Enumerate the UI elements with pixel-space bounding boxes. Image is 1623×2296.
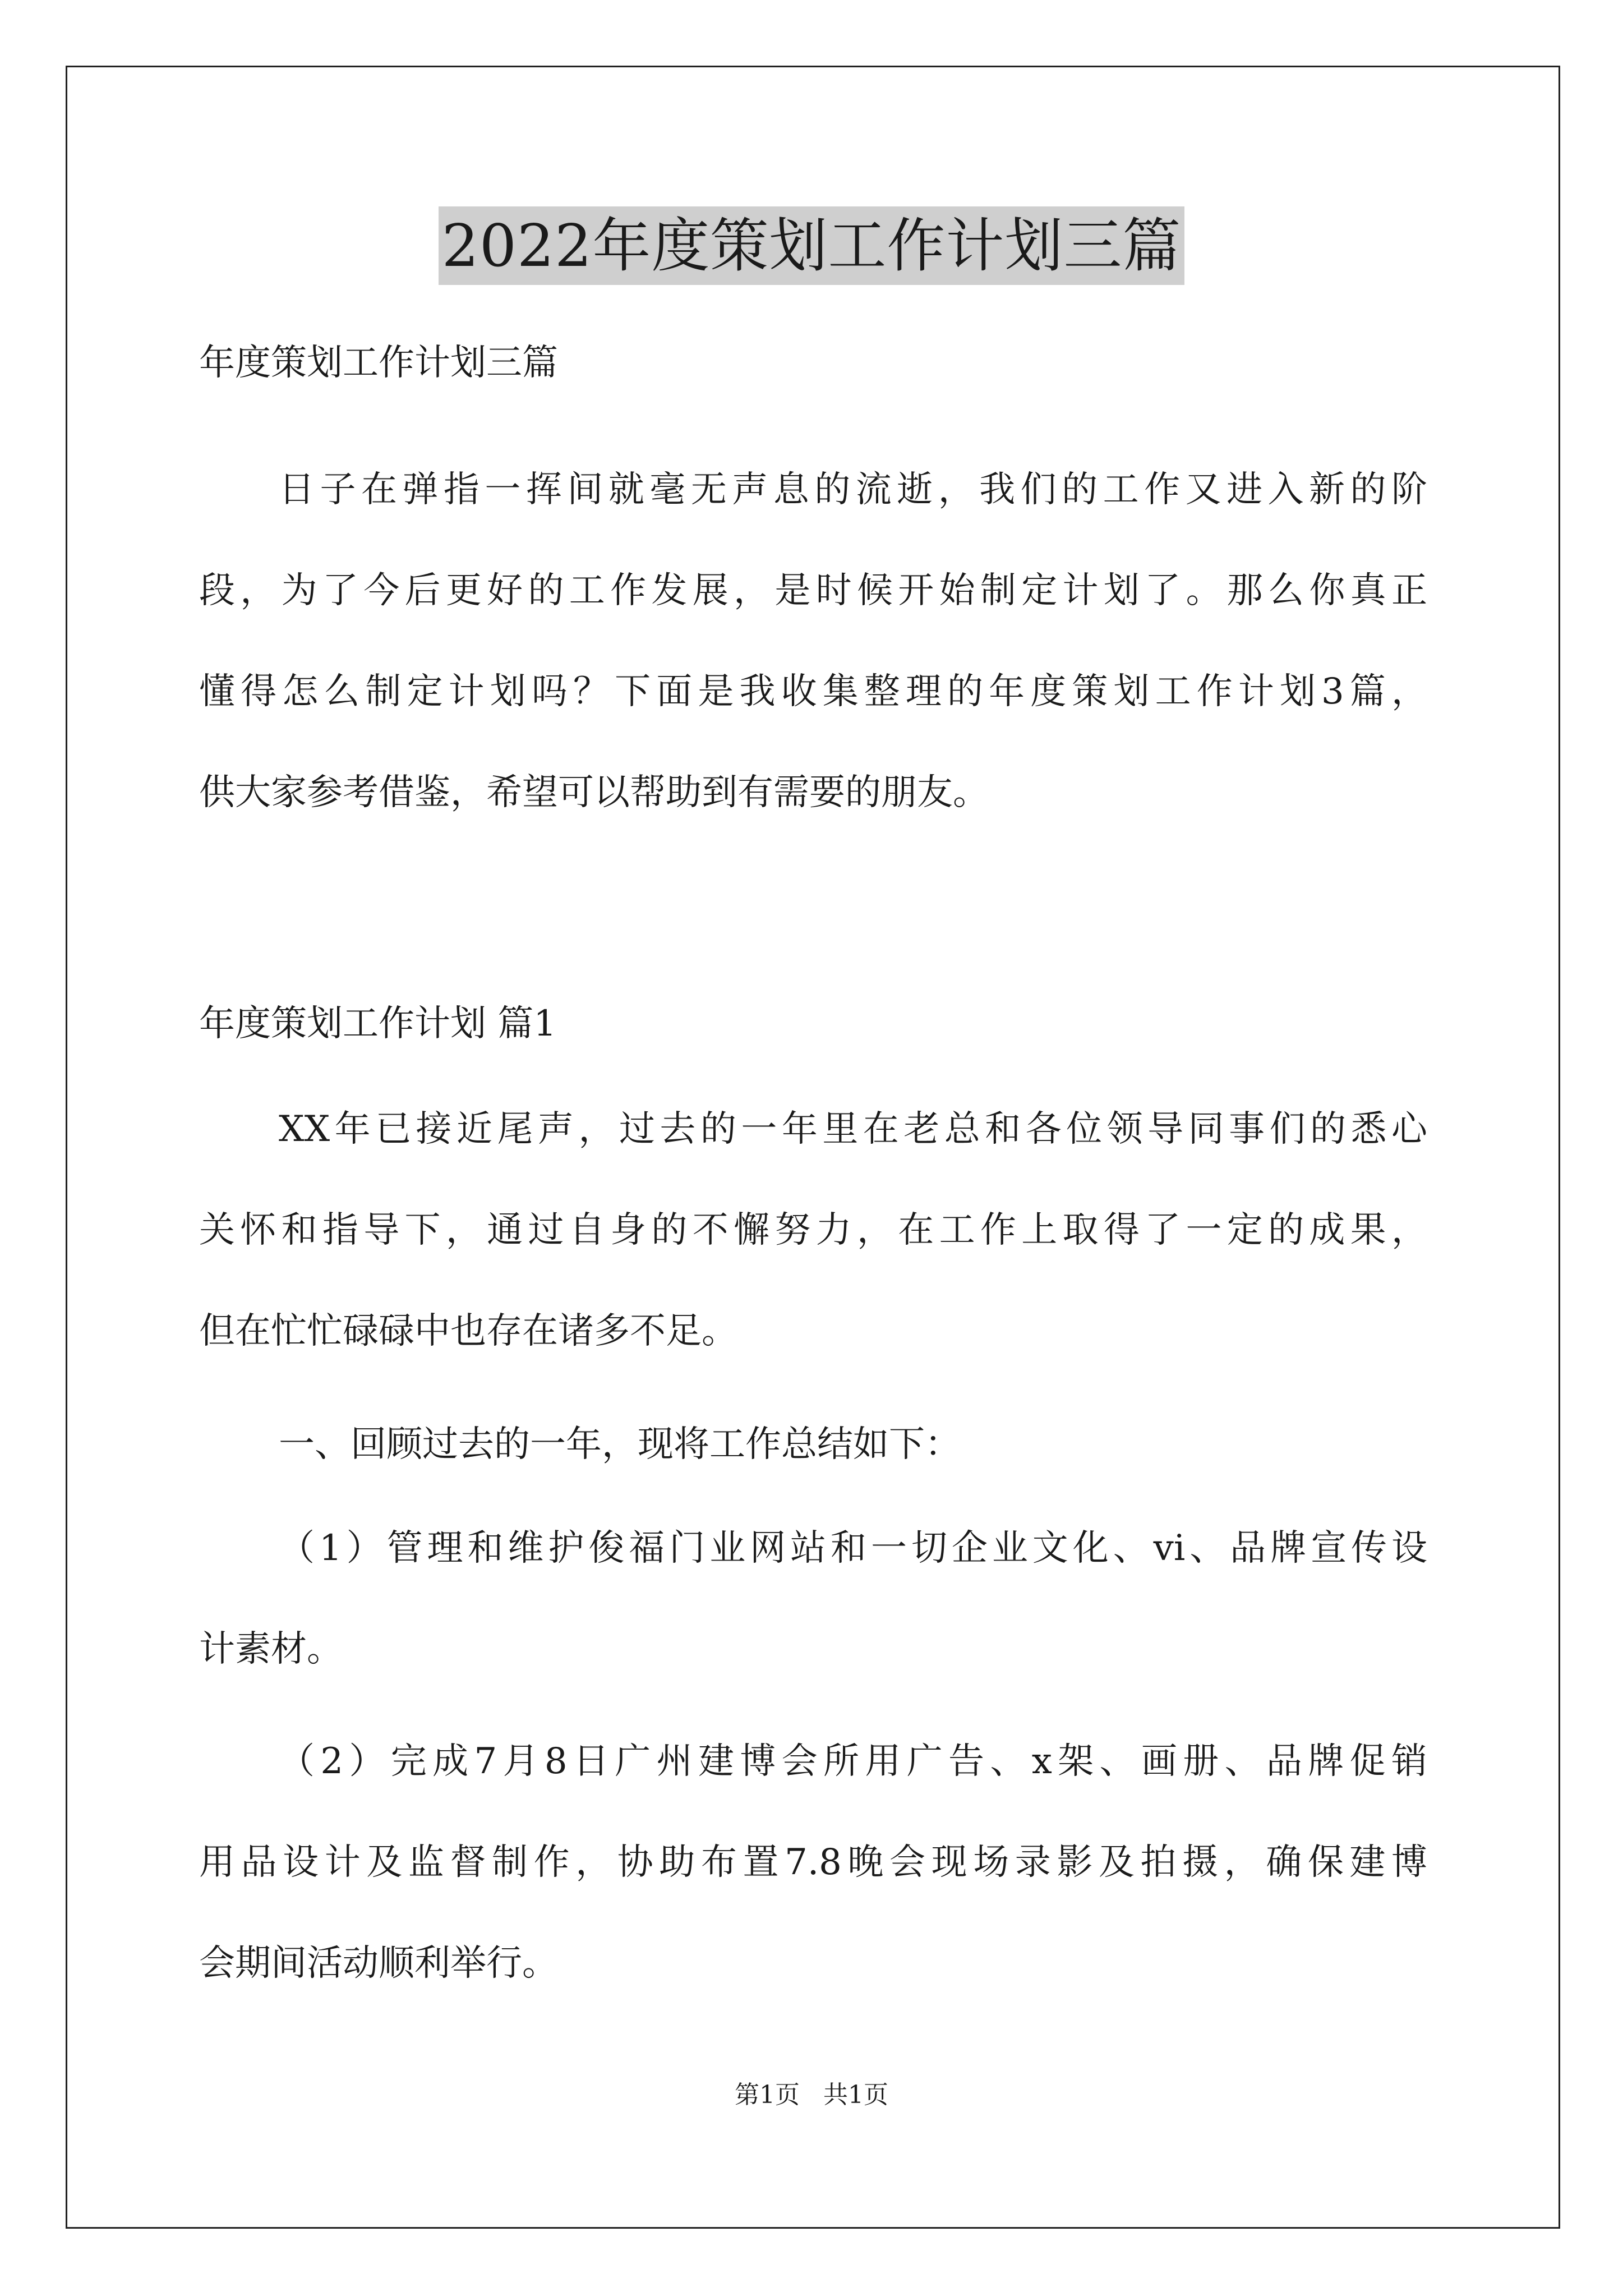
section-paragraph [199,1079,1427,1382]
section-heading: 年度策划工作计划 篇1 [199,1003,557,1045]
section-line: 关怀和指导下，通过自身的不懈努力，在工作上取得了一定的成果， [199,1209,1427,1251]
document-subtitle: 年度策划工作计划三篇 [199,342,558,384]
title-container [0,206,1623,285]
item1-line: 计素材。 [199,1628,343,1670]
intro-line: 日子在弹指一挥间就毫无声息的流逝，我们的工作又进入新的阶 [279,469,1427,510]
intro-line: 段，为了今后更好的工作发展，是时候开始制定计划了。那么你真正 [199,570,1427,611]
item2-line: 会期间活动顺利举行。 [199,1943,558,1984]
intro-line: 懂得怎么制定计划吗？下面是我收集整理的年度策划工作计划3篇， [199,671,1427,712]
item2-paragraph [199,1711,1427,2014]
item2-line: 用品设计及监督制作，协助布置7.8晚会现场录影及拍摄，确保建博 [199,1842,1427,1883]
page-footer: 第1页 共1页 [735,2081,888,2109]
item1-line: （1）管理和维护俊福门业网站和一切企业文化、vi、品牌宣传设 [279,1527,1427,1569]
review-heading: 一、回顾过去的一年，现将工作总结如下： [279,1424,961,1465]
item2-line: （2）完成7月8日广州建博会所用广告、x架、画册、品牌促销 [279,1741,1427,1782]
item1-paragraph [199,1498,1427,1700]
intro-paragraph [199,439,1427,843]
section-line: 但在忙忙碌碌中也存在诸多不足。 [199,1310,737,1352]
document-title: 2022年度策划工作计划三篇 [439,206,1185,285]
intro-line: 供大家参考借鉴，希望可以帮助到有需要的朋友。 [199,772,989,813]
section-line: XX年已接近尾声，过去的一年里在老总和各位领导同事们的悉心 [279,1108,1427,1150]
